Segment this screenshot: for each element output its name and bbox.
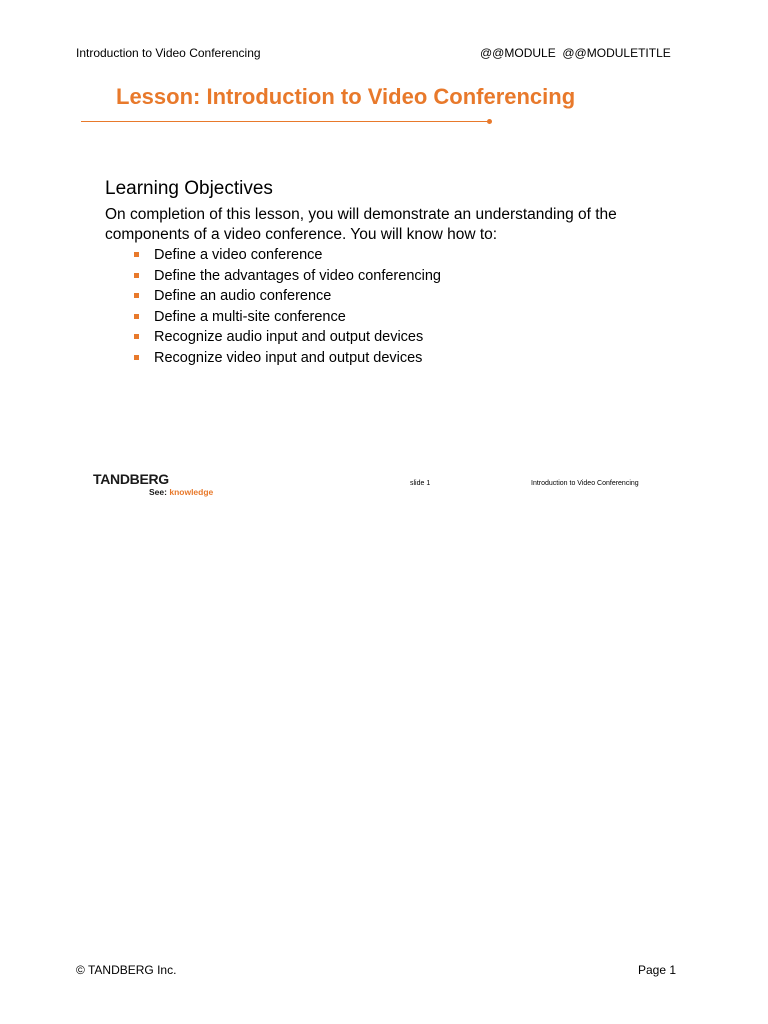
list-item — [134, 328, 441, 349]
running-header-title: Introduction to Video Conferencing — [76, 46, 261, 60]
logo-wordmark: TANDBERG — [93, 471, 169, 487]
list-item-text: Define the advantages of video conferencing — [154, 267, 441, 284]
square-bullet-icon — [134, 355, 139, 360]
square-bullet-icon — [134, 273, 139, 278]
list-item — [134, 349, 441, 370]
list-item-text: Recognize video input and output devices — [154, 349, 423, 366]
list-item-text: Recognize audio input and output devices — [154, 329, 424, 346]
logo-tagline-knowledge: knowledge — [169, 487, 214, 497]
list-item-text: Define a video conference — [154, 247, 323, 263]
objectives-intro: On completion of this lesson, you will demonstrate an understanding of the components of a video conference. You will know how to: — [105, 206, 617, 243]
objectives-list — [134, 246, 441, 370]
list-item-text: Define a multi-site conference — [154, 308, 346, 325]
list-item — [134, 287, 441, 308]
slide-footer-title: Introduction to Video Conferencing — [531, 480, 639, 487]
list-item — [134, 246, 441, 267]
list-item-text: Define an audio conference — [154, 288, 332, 305]
square-bullet-icon — [134, 252, 139, 257]
running-header-module: @@MODULE @@MODULETITLE — [480, 46, 671, 60]
list-item — [134, 308, 441, 329]
title-underline-dot — [487, 119, 492, 124]
copyright-notice: © TANDBERG Inc. — [76, 963, 177, 977]
square-bullet-icon — [134, 314, 139, 319]
logo-tagline — [149, 487, 213, 497]
learning-objectives-heading: Learning Objectives — [105, 178, 273, 199]
lesson-title: Lesson: Introduction to Video Conferencing — [116, 84, 576, 109]
page-number: Page 1 — [638, 963, 677, 977]
tandberg-logo — [93, 471, 233, 501]
slide-number: slide 1 — [410, 480, 431, 487]
logo-tagline-see: See: — [149, 487, 167, 497]
square-bullet-icon — [134, 293, 139, 298]
square-bullet-icon — [134, 334, 139, 339]
title-underline — [81, 121, 490, 122]
list-item — [134, 267, 441, 288]
